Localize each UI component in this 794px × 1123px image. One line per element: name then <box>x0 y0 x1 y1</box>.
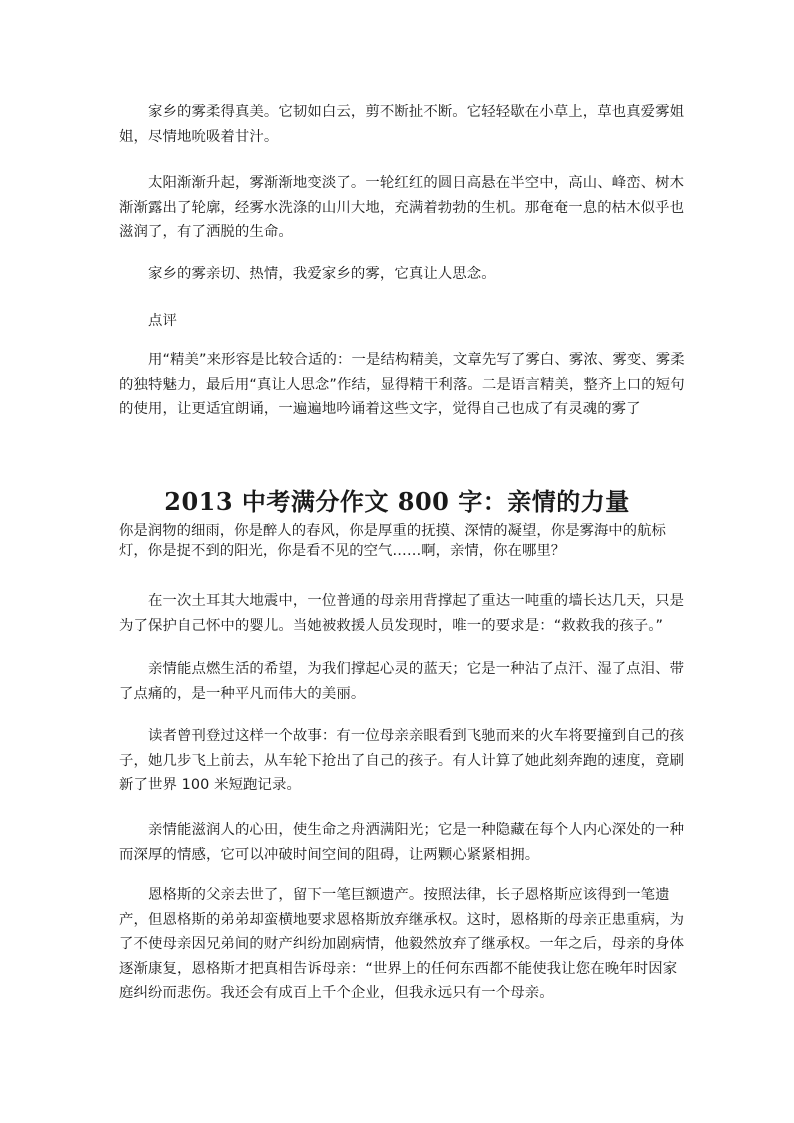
essay-intro: 你是润物的细雨，你是醉人的春风，你是厚重的抚摸、深情的凝望，你是雾海中的航标灯，你是捉不到的阳光，你是看不见的空气……啊，亲情，你在哪里？ <box>119 523 666 559</box>
paragraph-nourish: 亲情能滋润人的心田，使生命之舟洒满阳光；它是一种隐藏在每个人内心深处的一种而深厚的情感，它可以冲破时间空间的阻碍，让两颗心紧紧相拥。 <box>119 822 685 863</box>
paragraph-fog-warm: 家乡的雾亲切、热情，我爱家乡的雾，它真让人思念。 <box>148 266 496 282</box>
paragraph-sun-rises: 太阳渐渐升起，雾渐渐地变淡了。一轮红红的圆日高悬在半空中，高山、峰峦、树木渐渐露出了轮廓，经雾水洗涤的山川大地，充满着勃勃的生机。那奄奄一息的枯木似乎也滋润了，有了洒脱的生命。 <box>119 175 685 240</box>
paragraph-fog-soft: 家乡的雾柔得真美。它韧如白云，剪不断扯不断。它轻轻歇在小草上，草也真爱雾姐姐，尽情地吮吸着甘汁。 <box>119 104 685 145</box>
review-heading: 点评 <box>148 313 177 329</box>
paragraph-earthquake: 在一次土耳其大地震中，一位普通的母亲用背撑起了重达一吨重的墙长达几天，只是为了保护自己怀中的婴儿。当她被救援人员发现时，唯一的要求是：“救救我的孩子。” <box>119 593 685 634</box>
paragraph-train-story: 读者曾刊登过这样一个故事：有一位母亲亲眼看到飞驰而来的火车将要撞到自己的孩子，她几步飞上前去，从车轮下抢出了自己的孩子。有人计算了她此刻奔跑的速度，竟刷新了世界 100 米短跑记录。 <box>119 728 685 793</box>
paragraph-review: 用“精美”来形容是比较合适的：一是结构精美，文章先写了雾白、雾浓、雾变、雾柔的独特魅力，最后用“真让人思念”作结，显得精干利落。二是语言精美，整齐上口的短句的使用，让更适宜朗诵，一遍遍地吟诵着这些文字，觉得自己也成了有灵魂的雾了 <box>119 352 685 417</box>
paragraph-engels: 恩格斯的父亲去世了，留下一笔巨额遗产。按照法律，长子恩格斯应该得到一笔遗产，但恩格斯的弟弟却蛮横地要求恩格斯放弃继承权。这时，恩格斯的母亲正患重病，为了不使母亲因兄弟间的财产纠纷加剧病情，他毅然放弃了继承权。一年之后，母亲的身体逐渐康复，恩格斯才把真相告诉母亲：“世界上的任何东西都不能使我让您在晚年时因家庭纠纷而悲伤。我还会有成百上千个企业，但我永远只有一个母亲。 <box>119 887 685 1001</box>
essay-title: 2013 中考满分作文 800 字：亲情的力量 <box>164 487 630 516</box>
paragraph-hope: 亲情能点燃生活的希望，为我们撑起心灵的蓝天；它是一种沾了点汗、湿了点泪、带了点痛的，是一种平凡而伟大的美丽。 <box>119 661 685 702</box>
